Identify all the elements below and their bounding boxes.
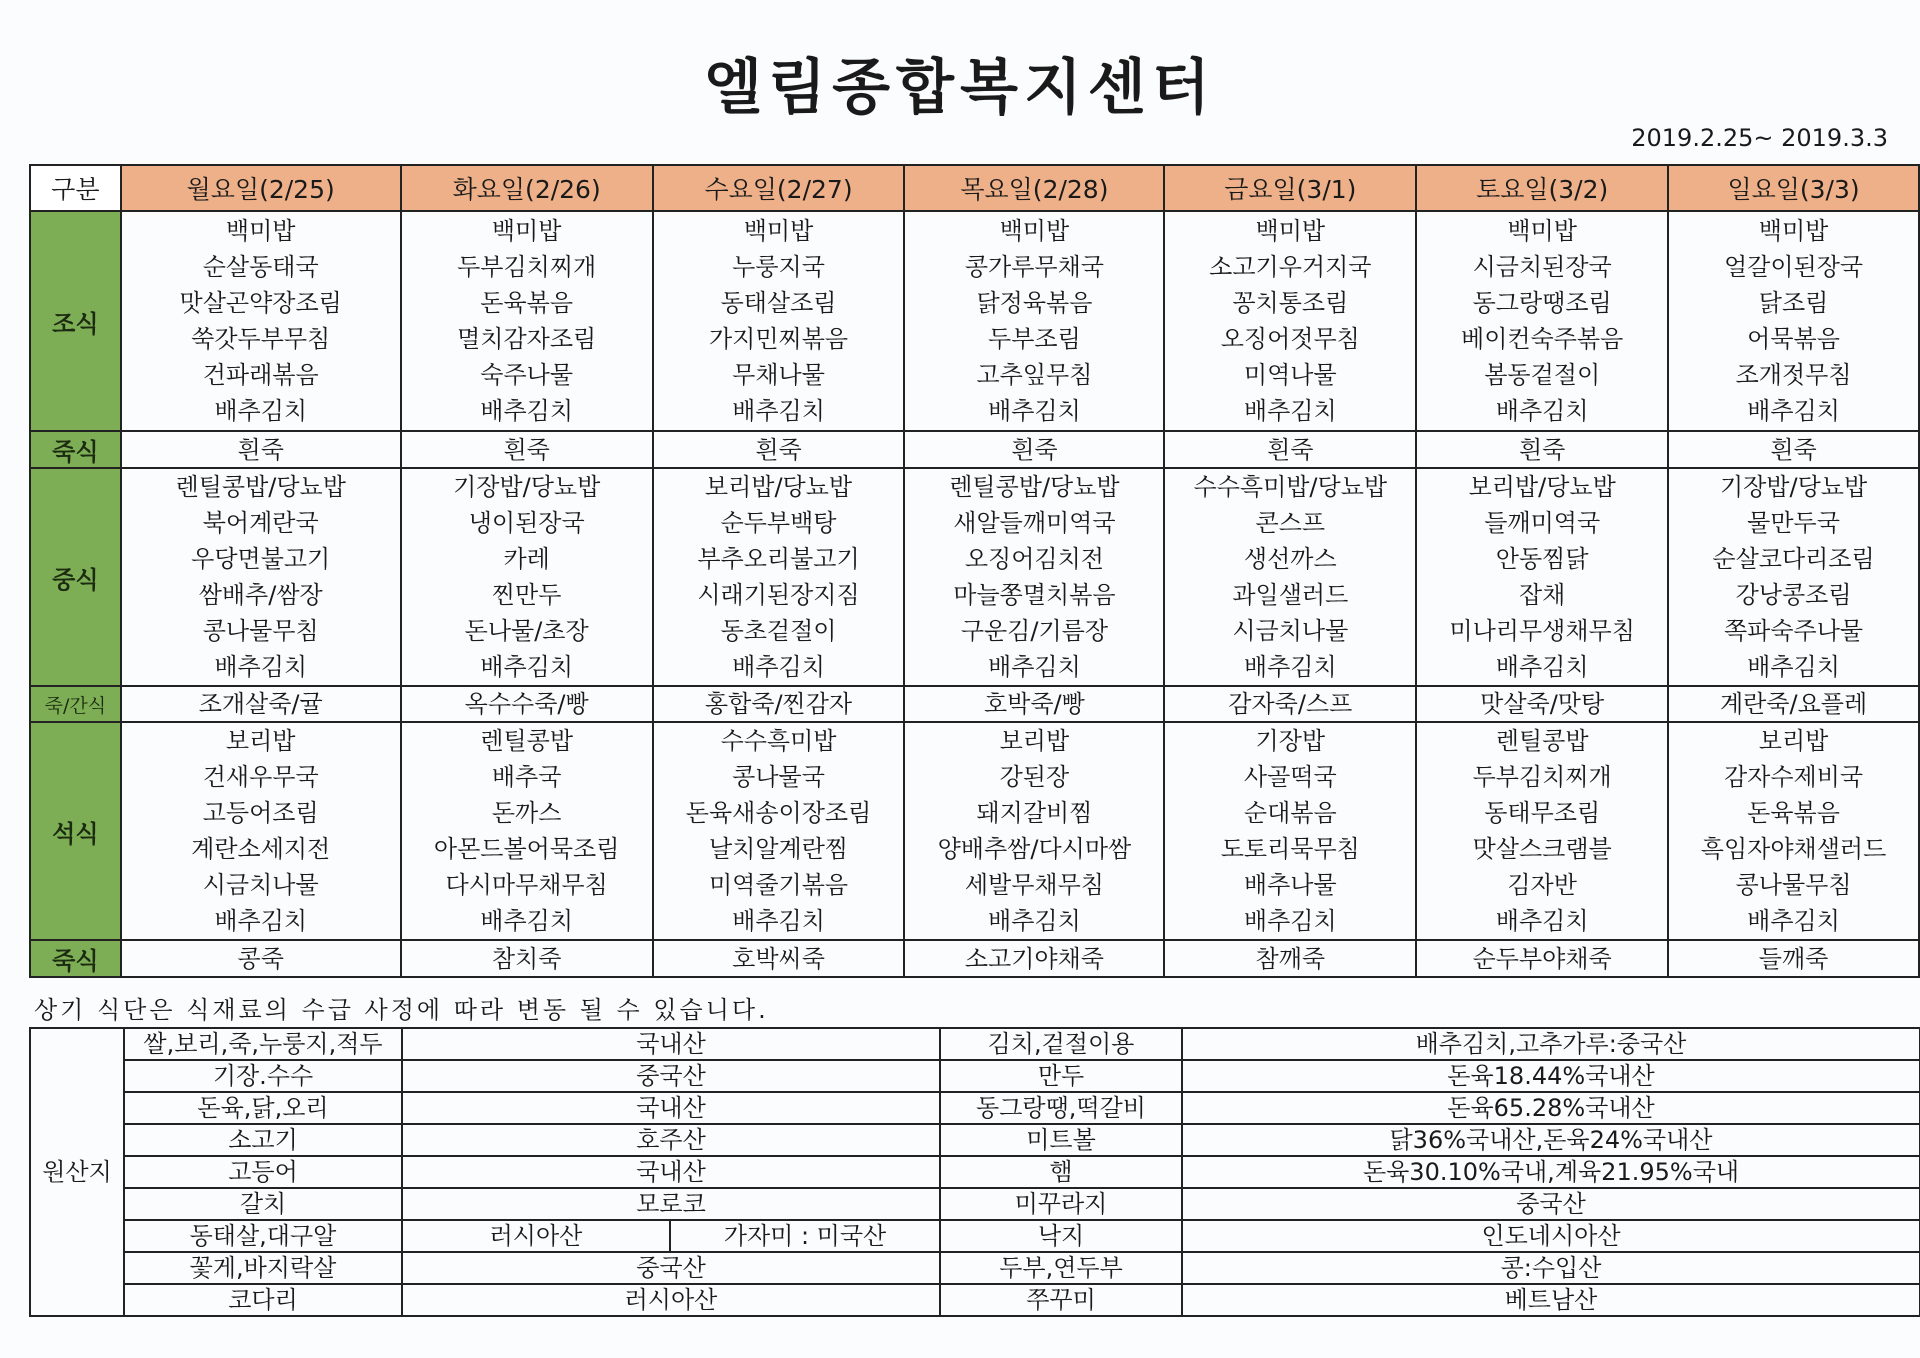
menu-item: 두부조림 — [988, 325, 1081, 353]
menu-cell — [653, 940, 905, 977]
menu-item: 다시마무채무침 — [445, 871, 608, 899]
menu-header-row — [30, 165, 1919, 211]
menu-cell — [1668, 468, 1919, 686]
menu-item: 배추김치 — [1495, 907, 1589, 935]
menu-item: 배추김치 — [1747, 907, 1840, 935]
menu-cell — [1668, 211, 1919, 431]
menu-item: 생선까스 — [1243, 545, 1337, 573]
menu-item: 보리밥/당뇨밥 — [704, 473, 853, 501]
origin-row — [30, 1060, 1920, 1092]
menu-item: 기장밥/당뇨밥 — [453, 473, 601, 501]
menu-item: 순두부백탕 — [720, 509, 837, 537]
menu-item: 순살코다리조림 — [1712, 545, 1875, 573]
origin-item: 동태살,대구알 — [124, 1220, 402, 1252]
menu-item: 어묵볶음 — [1747, 325, 1840, 353]
menu-item: 강된장 — [999, 763, 1070, 791]
menu-cell — [653, 431, 905, 468]
menu-cell — [121, 940, 401, 977]
origin-source: 닭36%국내산,돈육24%국내산 — [1182, 1124, 1920, 1156]
menu-item: 배추김치 — [988, 653, 1081, 681]
meal-category: 조식 — [30, 211, 121, 431]
menu-item: 참깨죽 — [1255, 944, 1326, 973]
menu-item: 백미밥 — [1507, 217, 1577, 245]
origin-source: 러시아산 — [402, 1220, 670, 1252]
menu-cell — [1164, 431, 1416, 468]
menu-item: 보리밥 — [999, 727, 1070, 755]
menu-item: 닭정육볶음 — [976, 289, 1093, 317]
origin-item: 미트볼 — [940, 1124, 1182, 1156]
origin-source: 돈육18.44%국내산 — [1182, 1060, 1920, 1092]
menu-cell — [904, 686, 1164, 722]
menu-item: 쪽파숙주나물 — [1723, 617, 1864, 645]
menu-cell — [904, 211, 1164, 431]
menu-cell — [1416, 211, 1668, 431]
menu-cell — [1668, 722, 1919, 940]
origin-row — [30, 1156, 1920, 1188]
meal-category: 죽/간식 — [30, 686, 121, 722]
menu-item: 호박씨죽 — [732, 944, 825, 973]
menu-item: 보리밥/당뇨밥 — [1468, 473, 1616, 501]
menu-item: 도토리묵무침 — [1220, 835, 1360, 863]
menu-item: 오징어젓무침 — [1220, 325, 1360, 353]
menu-item: 봄동겉절이 — [1484, 361, 1601, 389]
meal-category: 석식 — [30, 722, 121, 940]
menu-cell — [904, 722, 1164, 940]
menu-item: 렌틸콩밥 — [1495, 727, 1589, 755]
menu-cell — [1416, 468, 1668, 686]
menu-item: 배추국 — [491, 763, 562, 791]
origin-source: 모로코 — [402, 1188, 940, 1220]
menu-item: 보리밥 — [225, 727, 296, 755]
origin-item: 낙지 — [940, 1220, 1182, 1252]
menu-item: 배추김치 — [1243, 397, 1337, 425]
menu-cell — [401, 686, 653, 722]
menu-item: 배추나물 — [1243, 871, 1337, 899]
menu-item: 돈육새송이장조림 — [685, 799, 872, 827]
menu-item: 동초겉절이 — [720, 617, 837, 645]
menu-item: 기장밥 — [1255, 727, 1326, 755]
menu-item: 아몬드볼어묵조림 — [433, 835, 620, 863]
origin-row — [30, 1252, 1920, 1284]
menu-item: 배추김치 — [480, 907, 574, 935]
menu-item: 조개살죽/귤 — [198, 690, 323, 718]
menu-item: 배추김치 — [1495, 653, 1589, 681]
origin-item: 동그랑땡,떡갈비 — [940, 1092, 1182, 1124]
menu-item: 백미밥 — [491, 217, 562, 245]
menu-cell — [1668, 686, 1919, 722]
menu-item: 백미밥 — [1758, 217, 1829, 245]
menu-cell — [1164, 468, 1416, 686]
origin-row — [30, 1220, 1920, 1252]
menu-item: 맛살스크램블 — [1472, 835, 1612, 863]
menu-item: 호박죽/빵 — [984, 690, 1085, 718]
origin-item: 쭈꾸미 — [940, 1284, 1182, 1316]
menu-cell — [1668, 431, 1919, 468]
menu-item: 순대볶음 — [1243, 799, 1337, 827]
menu-item: 렌틸콩밥/당뇨밥 — [175, 473, 346, 501]
day-header: 금요일(3/1) — [1164, 165, 1416, 211]
meal-row — [30, 722, 1919, 940]
origin-item: 햄 — [940, 1156, 1182, 1188]
menu-cell — [401, 468, 653, 686]
menu-item: 흰죽 — [1770, 435, 1817, 464]
menu-cell — [1164, 940, 1416, 977]
menu-item: 강낭콩조림 — [1735, 581, 1852, 609]
menu-item: 꽁치통조림 — [1232, 289, 1349, 317]
menu-cell — [653, 722, 905, 940]
menu-cell — [1416, 686, 1668, 722]
menu-cell — [121, 722, 401, 940]
origin-source: 중국산 — [1182, 1188, 1920, 1220]
menu-item: 배추김치 — [732, 907, 825, 935]
menu-cell — [904, 940, 1164, 977]
meal-row — [30, 431, 1919, 468]
origin-item: 꽃게,바지락살 — [124, 1252, 402, 1284]
meal-row — [30, 211, 1919, 431]
menu-item: 배추김치 — [480, 653, 574, 681]
menu-item: 동태살조림 — [720, 289, 837, 317]
menu-item: 시금치된장국 — [1472, 253, 1612, 281]
menu-item: 배추김치 — [1243, 653, 1337, 681]
menu-item: 미역나물 — [1243, 361, 1337, 389]
origin-source: 콩:수입산 — [1182, 1252, 1920, 1284]
menu-item: 옥수수죽/빵 — [464, 690, 589, 718]
menu-item: 우당면불고기 — [191, 545, 331, 573]
origin-source: 배추김치,고추가루:중국산 — [1182, 1028, 1920, 1060]
day-header: 수요일(2/27) — [653, 165, 905, 211]
menu-item: 숙주나물 — [480, 361, 574, 389]
menu-item: 들깨미역국 — [1484, 509, 1601, 537]
menu-cell — [904, 431, 1164, 468]
menu-cell — [1668, 940, 1919, 977]
menu-item: 백미밥 — [743, 217, 814, 245]
menu-item: 오징어김치전 — [964, 545, 1104, 573]
menu-item: 고등어조림 — [202, 799, 319, 827]
menu-item: 배추김치 — [988, 907, 1081, 935]
menu-item: 동그랑땡조림 — [1472, 289, 1612, 317]
menu-cell — [653, 211, 905, 431]
menu-item: 고추잎무침 — [976, 361, 1093, 389]
menu-item: 쌈배추/쌈장 — [198, 581, 323, 609]
menu-item: 배추김치 — [988, 397, 1081, 425]
origin-row — [30, 1028, 1920, 1060]
origin-source: 중국산 — [402, 1060, 940, 1092]
menu-cell — [401, 722, 653, 940]
menu-item: 소고기우거지국 — [1209, 253, 1372, 281]
corner-label: 구분 — [30, 165, 121, 211]
date-range: 2019.2.25~ 2019.3.3 — [1631, 124, 1888, 152]
origin-item: 돈육,닭,오리 — [124, 1092, 402, 1124]
menu-item: 냉이된장국 — [468, 509, 585, 537]
meal-row — [30, 468, 1919, 686]
origin-source: 가자미 : 미국산 — [670, 1220, 940, 1252]
menu-item: 베이컨숙주볶음 — [1461, 325, 1624, 353]
menu-item: 콘스프 — [1255, 509, 1326, 537]
menu-item: 안동찜닭 — [1495, 545, 1589, 573]
menu-item: 순살동태국 — [202, 253, 319, 281]
menu-cell — [121, 211, 401, 431]
menu-item: 얼갈이된장국 — [1723, 253, 1864, 281]
menu-item: 건파래볶음 — [202, 361, 319, 389]
menu-cell — [1164, 211, 1416, 431]
origin-item: 만두 — [940, 1060, 1182, 1092]
menu-item: 누룽지국 — [732, 253, 825, 281]
day-header: 화요일(2/26) — [401, 165, 653, 211]
menu-item: 두부김치찌개 — [457, 253, 597, 281]
day-header: 토요일(3/2) — [1416, 165, 1668, 211]
menu-item: 콩죽 — [237, 944, 284, 973]
menu-item: 배추김치 — [214, 653, 308, 681]
menu-cell — [1416, 431, 1668, 468]
menu-item: 배추김치 — [1495, 397, 1589, 425]
menu-item: 흰죽 — [237, 435, 284, 464]
day-header: 월요일(2/25) — [121, 165, 401, 211]
menu-item: 배추김치 — [732, 653, 825, 681]
origin-item: 갈치 — [124, 1188, 402, 1220]
origin-source: 돈육30.10%국내,계육21.95%국내 — [1182, 1156, 1920, 1188]
menu-item: 시래기된장지짐 — [697, 581, 860, 609]
origin-item: 소고기 — [124, 1124, 402, 1156]
menu-cell — [904, 468, 1164, 686]
menu-item: 마늘쫑멸치볶음 — [953, 581, 1116, 609]
menu-item: 돈까스 — [491, 799, 562, 827]
menu-item: 조개젓무침 — [1735, 361, 1852, 389]
menu-item: 백미밥 — [1255, 217, 1326, 245]
menu-item: 참치죽 — [491, 944, 562, 973]
menu-item: 소고기야채죽 — [964, 944, 1104, 973]
menu-item: 닭조림 — [1758, 289, 1829, 317]
menu-item: 미나리무생채무침 — [1449, 617, 1635, 645]
origin-item: 쌀,보리,죽,누룽지,적두 — [124, 1028, 402, 1060]
menu-item: 순두부야채죽 — [1472, 944, 1612, 973]
menu-item: 사골떡국 — [1243, 763, 1337, 791]
day-header: 목요일(2/28) — [904, 165, 1164, 211]
menu-item: 흰죽 — [1518, 435, 1566, 464]
menu-cell — [1164, 686, 1416, 722]
menu-item: 날치알계란찜 — [708, 835, 849, 863]
menu-item: 시금치나물 — [202, 871, 319, 899]
day-header: 일요일(3/3) — [1668, 165, 1919, 211]
menu-item: 돈육볶음 — [1747, 799, 1840, 827]
origin-row — [30, 1092, 1920, 1124]
menu-item: 들깨죽 — [1758, 944, 1829, 973]
menu-item: 미역줄기볶음 — [708, 871, 849, 899]
menu-item: 찐만두 — [491, 581, 562, 609]
origin-row — [30, 1188, 1920, 1220]
menu-item: 기장밥/당뇨밥 — [1719, 473, 1868, 501]
menu-item: 흰죽 — [755, 435, 802, 464]
origin-item: 기장.수수 — [124, 1060, 402, 1092]
menu-item: 북어계란국 — [202, 509, 319, 537]
origin-source: 국내산 — [402, 1092, 940, 1124]
menu-item: 동태무조림 — [1484, 799, 1601, 827]
page-title: 엘림종합복지센터 — [704, 53, 1216, 123]
menu-item: 돈나물/초장 — [464, 617, 589, 645]
menu-item: 맛살죽/맛탕 — [1480, 690, 1605, 718]
menu-cell — [653, 686, 905, 722]
origin-item: 김치,겉절이용 — [940, 1028, 1182, 1060]
origin-row — [30, 1284, 1920, 1316]
menu-cell — [1164, 722, 1416, 940]
menu-item: 부추오리불고기 — [697, 545, 860, 573]
origin-item: 두부,연두부 — [940, 1252, 1182, 1284]
menu-item: 구운김/기름장 — [960, 617, 1109, 645]
origin-source: 중국산 — [402, 1252, 940, 1284]
menu-item: 과일샐러드 — [1232, 581, 1349, 609]
origin-row — [30, 1124, 1920, 1156]
menu-item: 흰죽 — [1011, 435, 1058, 464]
menu-cell — [121, 686, 401, 722]
menu-item: 흑임자야채샐러드 — [1700, 835, 1887, 863]
menu-item: 무채나물 — [732, 361, 825, 389]
menu-item: 렌틸콩밥/당뇨밥 — [949, 473, 1120, 501]
origin-source: 베트남산 — [1182, 1284, 1920, 1316]
menu-item: 계란죽/요플레 — [1719, 690, 1868, 718]
menu-cell — [121, 431, 401, 468]
origin-source: 국내산 — [402, 1028, 940, 1060]
menu-item: 돈육볶음 — [480, 289, 574, 317]
meal-row — [30, 940, 1919, 977]
menu-item: 수수흑미밥/당뇨밥 — [1193, 473, 1388, 501]
menu-item: 잡채 — [1518, 581, 1566, 609]
origin-source: 러시아산 — [402, 1284, 940, 1316]
menu-cell — [401, 211, 653, 431]
menu-item: 배추김치 — [214, 907, 308, 935]
menu-item: 보리밥 — [1758, 727, 1829, 755]
menu-item: 감자수제비국 — [1723, 763, 1864, 791]
menu-cell — [653, 468, 905, 686]
menu-item: 백미밥 — [999, 217, 1070, 245]
origin-item: 미꾸라지 — [940, 1188, 1182, 1220]
menu-item: 쑥갓두부무침 — [191, 325, 331, 353]
meal-category: 중식 — [30, 468, 121, 686]
menu-item: 콩가루무채국 — [964, 253, 1104, 281]
origin-source: 돈육65.28%국내산 — [1182, 1092, 1920, 1124]
menu-item: 배추김치 — [1243, 907, 1337, 935]
origin-source: 국내산 — [402, 1156, 940, 1188]
menu-item: 배추김치 — [480, 397, 574, 425]
menu-item: 배추김치 — [1747, 397, 1840, 425]
menu-cell — [401, 431, 653, 468]
menu-item: 새알들깨미역국 — [953, 509, 1116, 537]
menu-item: 렌틸콩밥 — [480, 727, 574, 755]
menu-item: 계란소세지전 — [191, 835, 331, 863]
menu-item: 흰죽 — [1267, 435, 1314, 464]
notice-text: 상기 식단은 식재료의 수급 사정에 따라 변동 될 수 있습니다. — [34, 996, 769, 1024]
menu-item: 배추김치 — [214, 397, 308, 425]
menu-item: 홍합죽/찐감자 — [704, 690, 853, 718]
meal-category: 죽식 — [30, 940, 121, 977]
meal-row — [30, 686, 1919, 722]
menu-cell — [1416, 940, 1668, 977]
menu-item: 세발무채무침 — [964, 871, 1104, 899]
menu-cell — [121, 468, 401, 686]
menu-item: 배추김치 — [1747, 653, 1840, 681]
menu-cell — [1416, 722, 1668, 940]
origin-table — [29, 1027, 1920, 1317]
menu-item: 배추김치 — [732, 397, 825, 425]
meal-category: 죽식 — [30, 431, 121, 468]
menu-item: 맛살곤약장조림 — [179, 289, 342, 317]
menu-item: 카레 — [503, 545, 550, 573]
menu-item: 수수흑미밥 — [720, 727, 837, 755]
origin-item: 고등어 — [124, 1156, 402, 1188]
origin-source: 인도네시아산 — [1182, 1220, 1920, 1252]
menu-item: 콩나물무침 — [1735, 871, 1852, 899]
menu-item: 두부김치찌개 — [1472, 763, 1612, 791]
menu-table — [29, 164, 1920, 978]
menu-cell — [401, 940, 653, 977]
menu-item: 흰죽 — [503, 435, 550, 464]
menu-item: 콩나물무침 — [202, 617, 319, 645]
menu-item: 물만두국 — [1747, 509, 1840, 537]
origin-label: 원산지 — [30, 1028, 124, 1316]
menu-item: 멸치감자조림 — [457, 325, 597, 353]
menu-item: 김자반 — [1507, 871, 1577, 899]
origin-item: 코다리 — [124, 1284, 402, 1316]
menu-item: 백미밥 — [225, 217, 296, 245]
menu-item: 시금치나물 — [1232, 617, 1349, 645]
menu-item: 돼지갈비찜 — [976, 799, 1093, 827]
menu-item: 감자죽/스프 — [1228, 690, 1353, 718]
origin-source: 호주산 — [402, 1124, 940, 1156]
menu-item: 콩나물국 — [732, 763, 825, 791]
menu-item: 건새우무국 — [202, 763, 319, 791]
menu-item: 양배추쌈/다시마쌈 — [937, 835, 1132, 863]
menu-item: 가지민찌볶음 — [708, 325, 849, 353]
